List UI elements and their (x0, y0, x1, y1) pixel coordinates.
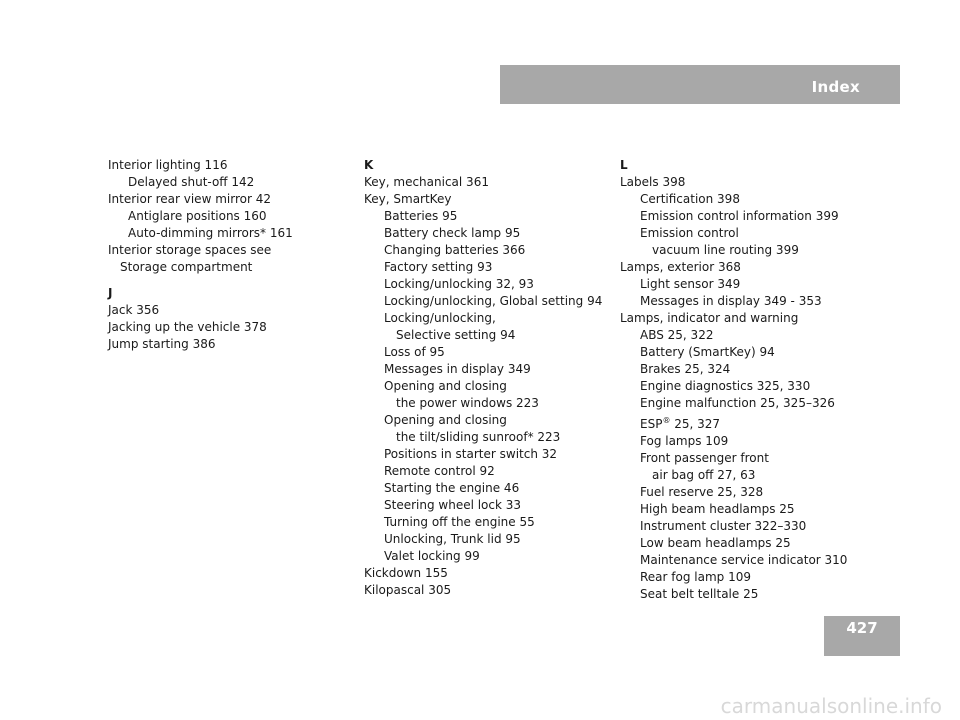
index-entry: Key, SmartKey (364, 192, 452, 206)
index-subentry: Turning off the engine 55 (384, 515, 535, 529)
section-title: Index (811, 78, 860, 96)
index-subentry: Storage compartment (120, 260, 253, 274)
index-column-1 (108, 157, 353, 353)
index-subentry: the tilt/sliding sunroof* 223 (396, 430, 561, 444)
index-entry: Jump starting 386 (108, 337, 216, 351)
index-entry: Jack 356 (108, 303, 160, 317)
index-entry: Lamps, exterior 368 (620, 260, 741, 274)
index-subentry: Batteries 95 (384, 209, 458, 223)
index-subentry: Auto-dimming mirrors* 161 (128, 226, 293, 240)
index-entry: Jacking up the vehicle 378 (108, 320, 267, 334)
index-subentry: Rear fog lamp 109 (640, 570, 751, 584)
index-subentry: Starting the engine 46 (384, 481, 520, 495)
index-subentry: Locking/unlocking, (384, 311, 496, 325)
index-subentry: Unlocking, Trunk lid 95 (384, 532, 521, 546)
index-subentry: ESP® 25, 327 (640, 416, 721, 431)
index-subentry: Fuel reserve 25, 328 (640, 485, 764, 499)
index-column-3 (620, 157, 880, 603)
watermark: carmanualsonline.info (720, 694, 942, 718)
index-subentry: Factory setting 93 (384, 260, 493, 274)
index-subentry: Valet locking 99 (384, 549, 480, 563)
section-header-bar (500, 65, 900, 104)
index-subentry: Emission control (640, 226, 739, 240)
index-subentry: Steering wheel lock 33 (384, 498, 522, 512)
index-subentry: Low beam headlamps 25 (640, 536, 791, 550)
index-subentry: Locking/unlocking 32, 93 (384, 277, 534, 291)
index-column-2 (364, 157, 614, 599)
page-number: 427 (846, 619, 878, 637)
index-subentry: Instrument cluster 322–330 (640, 519, 807, 533)
index-subentry: Front passenger front (640, 451, 769, 465)
index-subentry: Seat belt telltale 25 (640, 587, 759, 601)
index-subentry: Engine diagnostics 325, 330 (640, 379, 811, 393)
index-subentry: Remote control 92 (384, 464, 495, 478)
index-entry: Interior lighting 116 (108, 158, 228, 172)
index-subentry: ABS 25, 322 (640, 328, 714, 342)
index-subentry: Positions in starter switch 32 (384, 447, 558, 461)
index-subentry: Selective setting 94 (396, 328, 516, 342)
index-entry: Key, mechanical 361 (364, 175, 489, 189)
index-entry: Interior storage spaces see (108, 243, 272, 257)
index-subentry: Battery (SmartKey) 94 (640, 345, 775, 359)
index-subentry: the power windows 223 (396, 396, 539, 410)
index-subentry: Emission control information 399 (640, 209, 839, 223)
index-entry: Lamps, indicator and warning (620, 311, 799, 325)
index-subentry: Messages in display 349 - 353 (640, 294, 822, 308)
index-subentry: Certification 398 (640, 192, 740, 206)
index-subentry: Opening and closing (384, 413, 507, 427)
index-subentry: Maintenance service indicator 310 (640, 553, 848, 567)
index-subentry: Light sensor 349 (640, 277, 741, 291)
index-subentry: High beam headlamps 25 (640, 502, 795, 516)
index-letter-heading: L (620, 158, 628, 172)
index-subentry: Opening and closing (384, 379, 507, 393)
index-subentry: Fog lamps 109 (640, 434, 729, 448)
index-entry: Kickdown 155 (364, 566, 448, 580)
index-subentry: Delayed shut-off 142 (128, 175, 255, 189)
index-entry: Interior rear view mirror 42 (108, 192, 271, 206)
index-entry: Kilopascal 305 (364, 583, 452, 597)
index-subentry: Loss of 95 (384, 345, 445, 359)
page-number-box (824, 616, 900, 656)
index-subentry: Messages in display 349 (384, 362, 531, 376)
index-subentry: Battery check lamp 95 (384, 226, 521, 240)
index-subentry: Brakes 25, 324 (640, 362, 731, 376)
index-letter-heading: K (364, 158, 374, 172)
index-subentry: vacuum line routing 399 (652, 243, 799, 257)
index-entry: Labels 398 (620, 175, 686, 189)
index-subentry: Changing batteries 366 (384, 243, 526, 257)
index-letter-heading: J (108, 286, 113, 300)
index-subentry: Locking/unlocking, Global setting 94 (384, 294, 603, 308)
index-subentry: Antiglare positions 160 (128, 209, 267, 223)
index-subentry: air bag off 27, 63 (652, 468, 756, 482)
index-subentry: Engine malfunction 25, 325–326 (640, 396, 835, 410)
